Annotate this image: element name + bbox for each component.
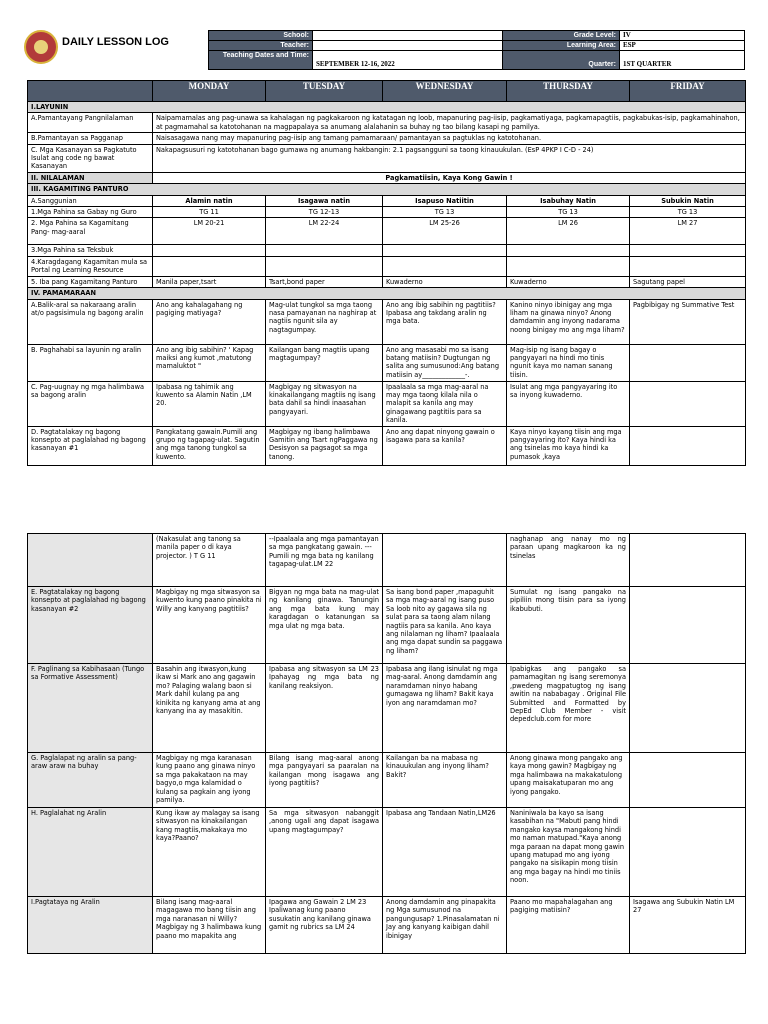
iba-label: 5. Iba pang Kagamitang Panturo (28, 276, 153, 287)
section-layunin: I.LAYUNIN (28, 102, 746, 113)
teacher-value (313, 41, 503, 51)
h-thu: Naniniwala ba kayo sa isang kasabihan na "Mabuti pang hindi mangako kaysa mangakong hindi mo naman matupad."Kaya anong mga paraan na dapat mong gawin upang matupad mo ang iyong pangako na sisikapin mong tiisin ang mga bagay na hindi mo tiniis noon. (507, 808, 630, 897)
b-thu: Mag-isip ng isang bagay o pangyayari na hindi mo tinis ngunit kaya mo naman sanang tiisin. (507, 344, 630, 381)
iba-tue: Tsart,bond paper (266, 276, 383, 287)
grade-value: IV (620, 31, 745, 41)
g-label: G. Paglalapat ng aralin sa pang-araw araw na buhay (28, 753, 153, 808)
guro-mon: TG 11 (153, 207, 266, 218)
guro-thu: TG 13 (507, 207, 630, 218)
iba-fri: Sagutang papel (630, 276, 746, 287)
d2-tue: --Ipaalaala ang mga pamantayan sa mga pangkatang gawain. ---Pumili ng mga bata ng kanilang tagapag-ulat.LM 22 (266, 534, 383, 587)
guro-tue: TG 12-13 (266, 207, 383, 218)
b-tue: Kailangan bang magtiis upang magtagumpay? (266, 344, 383, 381)
a-tue: Mag-ulat tungkol sa mga taong nasa pamayanan na naghirap at nagtiis ngunit sila ay nagtagumpay. (266, 299, 383, 344)
c-wed: Ipaalaala sa mga mag-aaral na may mga taong kilala nila o malapit sa kanila ang may ginagawang pagtitiis para sa kanila. (383, 381, 507, 426)
teacher-label: Teacher: (209, 41, 313, 51)
d-wed: Ano ang dapat ninyong gawain o isagawa para sa kanila? (383, 426, 507, 465)
h-mon: Kung ikaw ay malagay sa isang sitwasyon na kinakailangan kang magtiis,makakaya mo kaya?Paano? (153, 808, 266, 897)
magaaral-mon: LM 20-21 (153, 218, 266, 245)
e-mon: Magbigay ng mga sitwasyon sa kuwento kung paano pinakita ni Willy ang kanyang pagtitiis? (153, 587, 266, 664)
f-thu: Ipabigkas ang pangako sa pamamagitan ng isang seremonya ,pwedeng magpatugtog ng isang awitin na nababagay . Original File Submitted and Formatted by DepEd Club Member - visit depedclub.com for more (507, 664, 630, 753)
f-label: F. Paglinang sa Kabihasaan (Tungo sa Formative Assessment) (28, 664, 153, 753)
pagganap-label: B.Pamantayan sa Pagganap (28, 133, 153, 144)
b-wed: Ano ang masasabi mo sa isang batang matiisin? Dugtungan ng salita ang sumusunod:Ang batang matiisin ay_____________-. (383, 344, 507, 381)
a-label: A.Balik-aral sa nakaraang aralin at/o pagsisimula ng bagong aralin (28, 299, 153, 344)
guro-wed: TG 13 (383, 207, 507, 218)
g-mon: Magbigay ng mga karanasan kung paano ang ginawa ninyo sa mga pakakataon na may bagyo,o mga kalamidad o kulang sa pagkain ang iyong pamilya. (153, 753, 266, 808)
magaaral-fri: LM 27 (630, 218, 746, 245)
d2-mon: (Nakasulat ang tanong sa manila paper o di kaya projector. ) T G 11 (153, 534, 266, 587)
i-mon: Bilang isang mag-aaral magagawa mo bang tiisin ang mga naranasan ni Willy? Magbigay ng 3 halimbawa kung paano mo mapakita ang (153, 897, 266, 954)
i-fri: Isagawa ang Subukin Natin LM 27 (630, 897, 746, 954)
d2-thu: naghanap ang nanay mo ng paraan upang magkaroon ka ng tsinelas (507, 534, 630, 587)
nilalaman-text: Pagkamatiisin, Kaya Kong Gawin ! (153, 172, 746, 183)
h-label: H. Paglalahat ng Aralin (28, 808, 153, 897)
quarter-label: Quarter: (503, 51, 620, 70)
sanggunian-fri: Subukin Natin (630, 195, 746, 206)
f-tue: Ipabasa ang sitwasyon sa LM 23 Ipahayag ng mga bata ng kanilang reaksiyon. (266, 664, 383, 753)
magaaral-wed: LM 25-26 (383, 218, 507, 245)
d-label: D. Pagtatalakay ng bagong konsepto at paglalahad ng bagong kasanayan #1 (28, 426, 153, 465)
header-info-table (208, 30, 745, 70)
pagganap-text: Naisasagawa nang may mapanuring pag-iisip ang tamang pamamaraan/ pamantayan sa pagtuklas ng katotohanan. (153, 133, 746, 144)
h-wed: Ipabasa ang Tandaan Natin,LM26 (383, 808, 507, 897)
a-mon: Ano ang kahalagahang ng pagiging matiyaga? (153, 299, 266, 344)
magaaral-label: 2. Mga Pahina sa Kagamitang Pang- mag-aaral (28, 218, 153, 245)
kasanayan-label: C. Mga Kasanayan sa Pagkatuto Isulat ang code ng bawat Kasanayan (28, 144, 153, 172)
lesson-table-part1 (27, 80, 746, 466)
f-wed: Ipabasa ang ilang isinulat ng mga mag-aaral. Anong damdamin ang naramdaman ninyo habang gumagawa ng liham? Bakit kaya iyon ang naramdaman mo? (383, 664, 507, 753)
iba-wed: Kuwaderno (383, 276, 507, 287)
f-fri (630, 664, 746, 753)
lesson-table-part2 (27, 533, 746, 954)
d-thu: Kaya ninyo kayang tiisin ang mga pangyayaring ito? Kaya hindi ka ang tsinelas mo kaya hindi ka pumasok ,kaya (507, 426, 630, 465)
g-wed: Kailangan ba na mabasa ng kinauukulan ang inyong liham? Bakit? (383, 753, 507, 808)
kasanayan-text: Nakapagsusuri ng katotohanan bago gumawa ng anumang hakbangin: 2.1 pagsangguni sa taong kinauukulan. (EsP 4PKP I C-D - 24) (153, 144, 746, 172)
c-tue: Magbigay ng sitwasyon na kinakailangang magtiis ng isang bata dahil sa hindi inaasahan pangyayari. (266, 381, 383, 426)
iba-mon: Manila paper,tsart (153, 276, 266, 287)
a-wed: Ano ang ibig sabihin ng pagtitiis? Ipabasa ang takdang aralin ng mga bata. (383, 299, 507, 344)
i-tue: Ipagawa ang Gawain 2 LM 23 Ipaliwanag kung paano susukatin ang kanilang ginawa gamit ng rubrics sa LM 24 (266, 897, 383, 954)
day-monday: MONDAY (153, 81, 266, 102)
c-thu: Isulat ang mga pangyayaring ito sa inyong kuwaderno. (507, 381, 630, 426)
e-label: E. Pagtatalakay ng bagong konsepto at paglalahad ng bagong kasanayan #2 (28, 587, 153, 664)
a-fri: Pagbibigay ng Summative Test (630, 299, 746, 344)
day-friday: FRIDAY (630, 81, 746, 102)
teksbuk-label: 3.Mga Pahina sa Teksbuk (28, 245, 153, 256)
day-tuesday: TUESDAY (266, 81, 383, 102)
c-label: C. Pag-uugnay ng mga halimbawa sa bagong aralin (28, 381, 153, 426)
b-mon: Ano ang ibig sabihin? ' Kapag maiksi ang kumot ,matutong mamaluktot " (153, 344, 266, 381)
sanggunian-mon: Alamin natin (153, 195, 266, 206)
guro-label: 1.Mga Pahina sa Gabay ng Guro (28, 207, 153, 218)
sanggunian-wed: Isapuso Natiitin (383, 195, 507, 206)
d-fri (630, 426, 746, 465)
g-tue: Bilang isang mag-aaral anong mga pangyayari sa paaralan na kailangan mong isagawa ang iyong pagtitiis? (266, 753, 383, 808)
g-thu: Anong ginawa mong pangako ang kaya mong gawin? Magbigay ng mga halimbawa na makakatulong upang maisakatuparan mo ang iyong pangako. (507, 753, 630, 808)
pangnilalaman-label: A.Pamantayang Pangnilalaman (28, 113, 153, 133)
d-mon: Pangkatang gawain.Pumili ang grupo ng tagapag-ulat. Sagutin ang mga tanong tungkol sa kuwento. (153, 426, 266, 465)
c-mon: Ipabasa ng tahimik ang kuwento sa Alamin Natin ,LM 20. (153, 381, 266, 426)
d-tue: Magbigay ng ibang halimbawa Gamitin ang Tsart ngPaggawa ng Desisyon sa pagsagot sa mga tanong. (266, 426, 383, 465)
sanggunian-tue: Isagawa natin (266, 195, 383, 206)
b-label: B. Paghahabi sa layunin ng aralin (28, 344, 153, 381)
area-value: ESP (620, 41, 745, 51)
day-thursday: THURSDAY (507, 81, 630, 102)
school-value (313, 31, 503, 41)
i-wed: Anong damdamin ang pinapakita ng Mga sumusunod na pangungusap? 1.Pinasalamatan ni Jay ang kanyang kaibigan dahil ibinigay (383, 897, 507, 954)
f-mon: Basahin ang itwasyon,kung ikaw si Mark ano ang gagawin mo? Palaging walang baon si Mark dahil kulang pa ang kinikita ng kanyang ama at ang kanyang ina ay masakitin. (153, 664, 266, 753)
magaaral-tue: LM 22-24 (266, 218, 383, 245)
dates-label: Teaching Dates and Time: (209, 51, 313, 70)
d-continued-label (28, 534, 153, 587)
section-pamamaraan: IV. PAMAMARAAN (28, 288, 746, 299)
magaaral-thu: LM 26 (507, 218, 630, 245)
section-kagamitan: III. KAGAMITING PANTURO (28, 184, 746, 195)
d2-wed (383, 534, 507, 587)
iba-thu: Kuwaderno (507, 276, 630, 287)
quarter-value: 1ST QUARTER (620, 51, 745, 70)
guro-fri: TG 13 (630, 207, 746, 218)
lr-label: 4.Karagdagang Kagamitan mula sa Portal ng Learning Resource (28, 256, 153, 276)
dates-value: SEPTEMBER 12-16, 2022 (313, 51, 503, 70)
area-label: Learning Area: (503, 41, 620, 51)
h-fri (630, 808, 746, 897)
i-thu: Paano mo mapahalagahan ang pagiging matiisin? (507, 897, 630, 954)
h-tue: Sa mga sitwasyon nabanggit ,anong ugali ang dapat isagawa upang magtagumpay? (266, 808, 383, 897)
a-thu: Kanino ninyo ibinigay ang mga liham na ginawa ninyo? Anong damdamin ang inyong nadarama noong binigay mo ang mga liham? (507, 299, 630, 344)
pangnilalaman-text: Naipamamalas ang pag-unawa sa kahalagan ng pagkakaroon ng katatagan ng loob, mapanuring pag-iisip, pagkamatiyaga, pagkamapagtiis, pagkabukas-isip, pagkamahinahon, at pagmamahal sa katotohanan na magpapalaya sa anumang alalahanin sa buhay ng tao bilang kasapi ng pamilya. (153, 113, 746, 133)
corner-cell (28, 81, 153, 102)
day-wednesday: WEDNESDAY (383, 81, 507, 102)
e-tue: Bigyan ng mga bata na mag-ulat ng kanilang ginawa. Tanungin ang mga bata kung may karagdagan o katanungan sa mga ulat ng mga bata. (266, 587, 383, 664)
e-thu: Sumulat ng isang pangako na pipiliin mong tiisin para sa iyong ikabubuti. (507, 587, 630, 664)
i-label: I.Pagtataya ng Aralin (28, 897, 153, 954)
sanggunian-thu: Isabuhay Natin (507, 195, 630, 206)
school-label: School: (209, 31, 313, 41)
deped-seal-icon (24, 30, 58, 64)
sanggunian-label: A.Sanggunian (28, 195, 153, 206)
nilalaman-label: II. NILALAMAN (28, 172, 153, 183)
e-fri (630, 587, 746, 664)
page-title: DAILY LESSON LOG (62, 36, 169, 48)
grade-label: Grade Level: (503, 31, 620, 41)
b-fri (630, 344, 746, 381)
g-fri (630, 753, 746, 808)
e-wed: Sa isang bond paper ,mapaguhit sa mga mag-aaral ng isang puso Sa loob nito ay gagawa sila ng sulat para sa taong alam nilang nagtiis para sa kanila. Ano kaya ang nilalaman ng liham? Ipaalaala ang mga dapat sundin sa paggawa ng liham? (383, 587, 507, 664)
d2-fri (630, 534, 746, 587)
c-fri (630, 381, 746, 426)
